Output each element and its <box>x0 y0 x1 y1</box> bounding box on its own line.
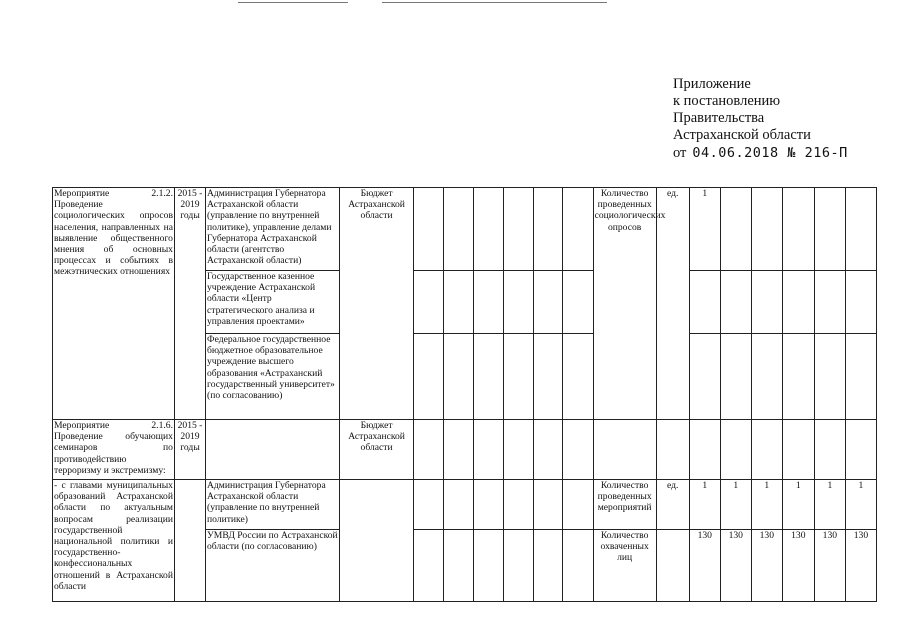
empty-cell <box>473 480 503 530</box>
appendix-line: Астраханской области <box>673 127 811 143</box>
empty-cell <box>533 188 562 271</box>
value-cell: 1 <box>782 480 814 530</box>
appendix-line: Приложение <box>673 76 751 92</box>
measures-table <box>52 187 877 602</box>
empty-cell <box>473 334 503 420</box>
indicator-cell: Количество охваченных лиц <box>593 530 656 602</box>
empty-cell <box>443 271 473 334</box>
empty-cell <box>174 480 205 602</box>
empty-cell <box>689 271 720 334</box>
empty-cell <box>413 334 443 420</box>
value-cell: 1 <box>751 480 782 530</box>
empty-cell <box>845 271 876 334</box>
empty-cell <box>503 188 533 271</box>
empty-cell <box>503 420 533 480</box>
value-cell: 130 <box>782 530 814 602</box>
empty-cell <box>413 420 443 480</box>
value-cell: 1 <box>814 480 845 530</box>
value-cell <box>845 188 876 271</box>
empty-cell <box>503 271 533 334</box>
document-date-number: 04.06.2018 № 216-П <box>692 145 848 161</box>
value-cell: 1 <box>845 480 876 530</box>
funding-source-cell: Бюджет Астраханской области <box>340 420 413 480</box>
appendix-line: Правительства <box>673 110 765 126</box>
value-cell: 1 <box>689 480 720 530</box>
value-cell: 130 <box>751 530 782 602</box>
value-cell <box>720 188 751 271</box>
period-cell: 2015 - 2019 годы <box>174 420 205 480</box>
indicator-cell: Количество проведенных социологических опросов <box>593 188 656 420</box>
empty-cell <box>533 271 562 334</box>
empty-cell <box>533 530 562 602</box>
value-cell <box>782 188 814 271</box>
empty-cell <box>593 420 656 480</box>
empty-cell <box>473 420 503 480</box>
empty-cell <box>751 334 782 420</box>
empty-cell <box>443 480 473 530</box>
empty-cell <box>473 188 503 271</box>
empty-cell <box>562 530 593 602</box>
empty-cell <box>656 420 689 480</box>
empty-cell <box>814 334 845 420</box>
empty-cell <box>562 480 593 530</box>
empty-cell <box>814 420 845 480</box>
empty-cell <box>206 420 340 480</box>
empty-cell <box>562 334 593 420</box>
period-cell: 2015 - 2019 годы <box>174 188 205 420</box>
empty-cell <box>503 334 533 420</box>
empty-cell <box>751 420 782 480</box>
empty-cell <box>720 420 751 480</box>
value-cell: 130 <box>720 530 751 602</box>
empty-cell <box>562 420 593 480</box>
measure-2-1-6: Мероприятие 2.1.6. Проведение обучающих семинаров по противодействию терроризму и экстремизму: <box>53 420 175 480</box>
empty-cell <box>443 530 473 602</box>
empty-cell <box>413 188 443 271</box>
appendix-header <box>673 76 848 162</box>
appendix-line: к постановлению <box>673 93 781 109</box>
empty-cell <box>720 271 751 334</box>
empty-cell <box>689 420 720 480</box>
empty-cell <box>413 271 443 334</box>
empty-cell <box>533 334 562 420</box>
empty-cell <box>443 334 473 420</box>
value-cell: 130 <box>689 530 720 602</box>
empty-cell <box>562 271 593 334</box>
value-cell <box>751 188 782 271</box>
empty-cell <box>845 420 876 480</box>
measure-2-1-2: Мероприятие 2.1.2. Проведение социологических опросов населения, направленных на выявление общественного мнения об основных процессах и событиях в межэтнических отношениях <box>53 188 175 420</box>
empty-cell <box>782 334 814 420</box>
executor-cell: УМВД России по Астраханской области (по согласованию) <box>206 530 340 602</box>
executor-cell: Государственное казенное учреждение Астраханской области «Центр стратегического анализа и управления проектами» <box>206 271 340 334</box>
empty-cell <box>533 420 562 480</box>
empty-cell <box>845 334 876 420</box>
empty-cell <box>443 420 473 480</box>
scan-edge-line <box>382 2 607 3</box>
value-cell: 130 <box>814 530 845 602</box>
empty-cell <box>782 271 814 334</box>
scan-edge-line <box>238 2 348 3</box>
empty-cell <box>689 334 720 420</box>
empty-cell <box>503 480 533 530</box>
value-cell: 130 <box>845 530 876 602</box>
sub-measure-seminars: - с главами муниципальных образований Астраханской области по актуальным вопросам реализации государственной национальной политики и государственно-конфессиональных отношений в Астраханской области <box>53 480 175 602</box>
ot-word: от <box>673 145 687 161</box>
unit-cell: ед. <box>656 188 689 420</box>
unit-cell <box>656 530 689 602</box>
empty-cell <box>413 530 443 602</box>
empty-cell <box>751 271 782 334</box>
indicator-cell: Количество проведенных мероприятий <box>593 480 656 530</box>
empty-cell <box>814 271 845 334</box>
executor-cell: Администрация Губернатора Астраханской области (управление по внутренней политике) <box>206 480 340 530</box>
unit-cell: ед. <box>656 480 689 530</box>
empty-cell <box>473 271 503 334</box>
empty-cell <box>473 530 503 602</box>
executor-cell: Федеральное государственное бюджетное образовательное учреждение высшего образования «Астраханский государственный университет» (по согласованию) <box>206 334 340 420</box>
value-cell <box>814 188 845 271</box>
funding-source-cell: Бюджет Астраханской области <box>340 188 413 420</box>
value-cell: 1 <box>720 480 751 530</box>
empty-cell <box>503 530 533 602</box>
appendix-date-line <box>673 145 848 162</box>
value-cell: 1 <box>689 188 720 271</box>
executor-cell: Администрация Губернатора Астраханской области (управление по внутренней политике), управление делами Губернатора Астраханской области (агентство Астраханской области) <box>206 188 340 271</box>
empty-cell <box>533 480 562 530</box>
empty-cell <box>340 480 413 602</box>
empty-cell <box>413 480 443 530</box>
empty-cell <box>782 420 814 480</box>
empty-cell <box>720 334 751 420</box>
empty-cell <box>443 188 473 271</box>
empty-cell <box>562 188 593 271</box>
